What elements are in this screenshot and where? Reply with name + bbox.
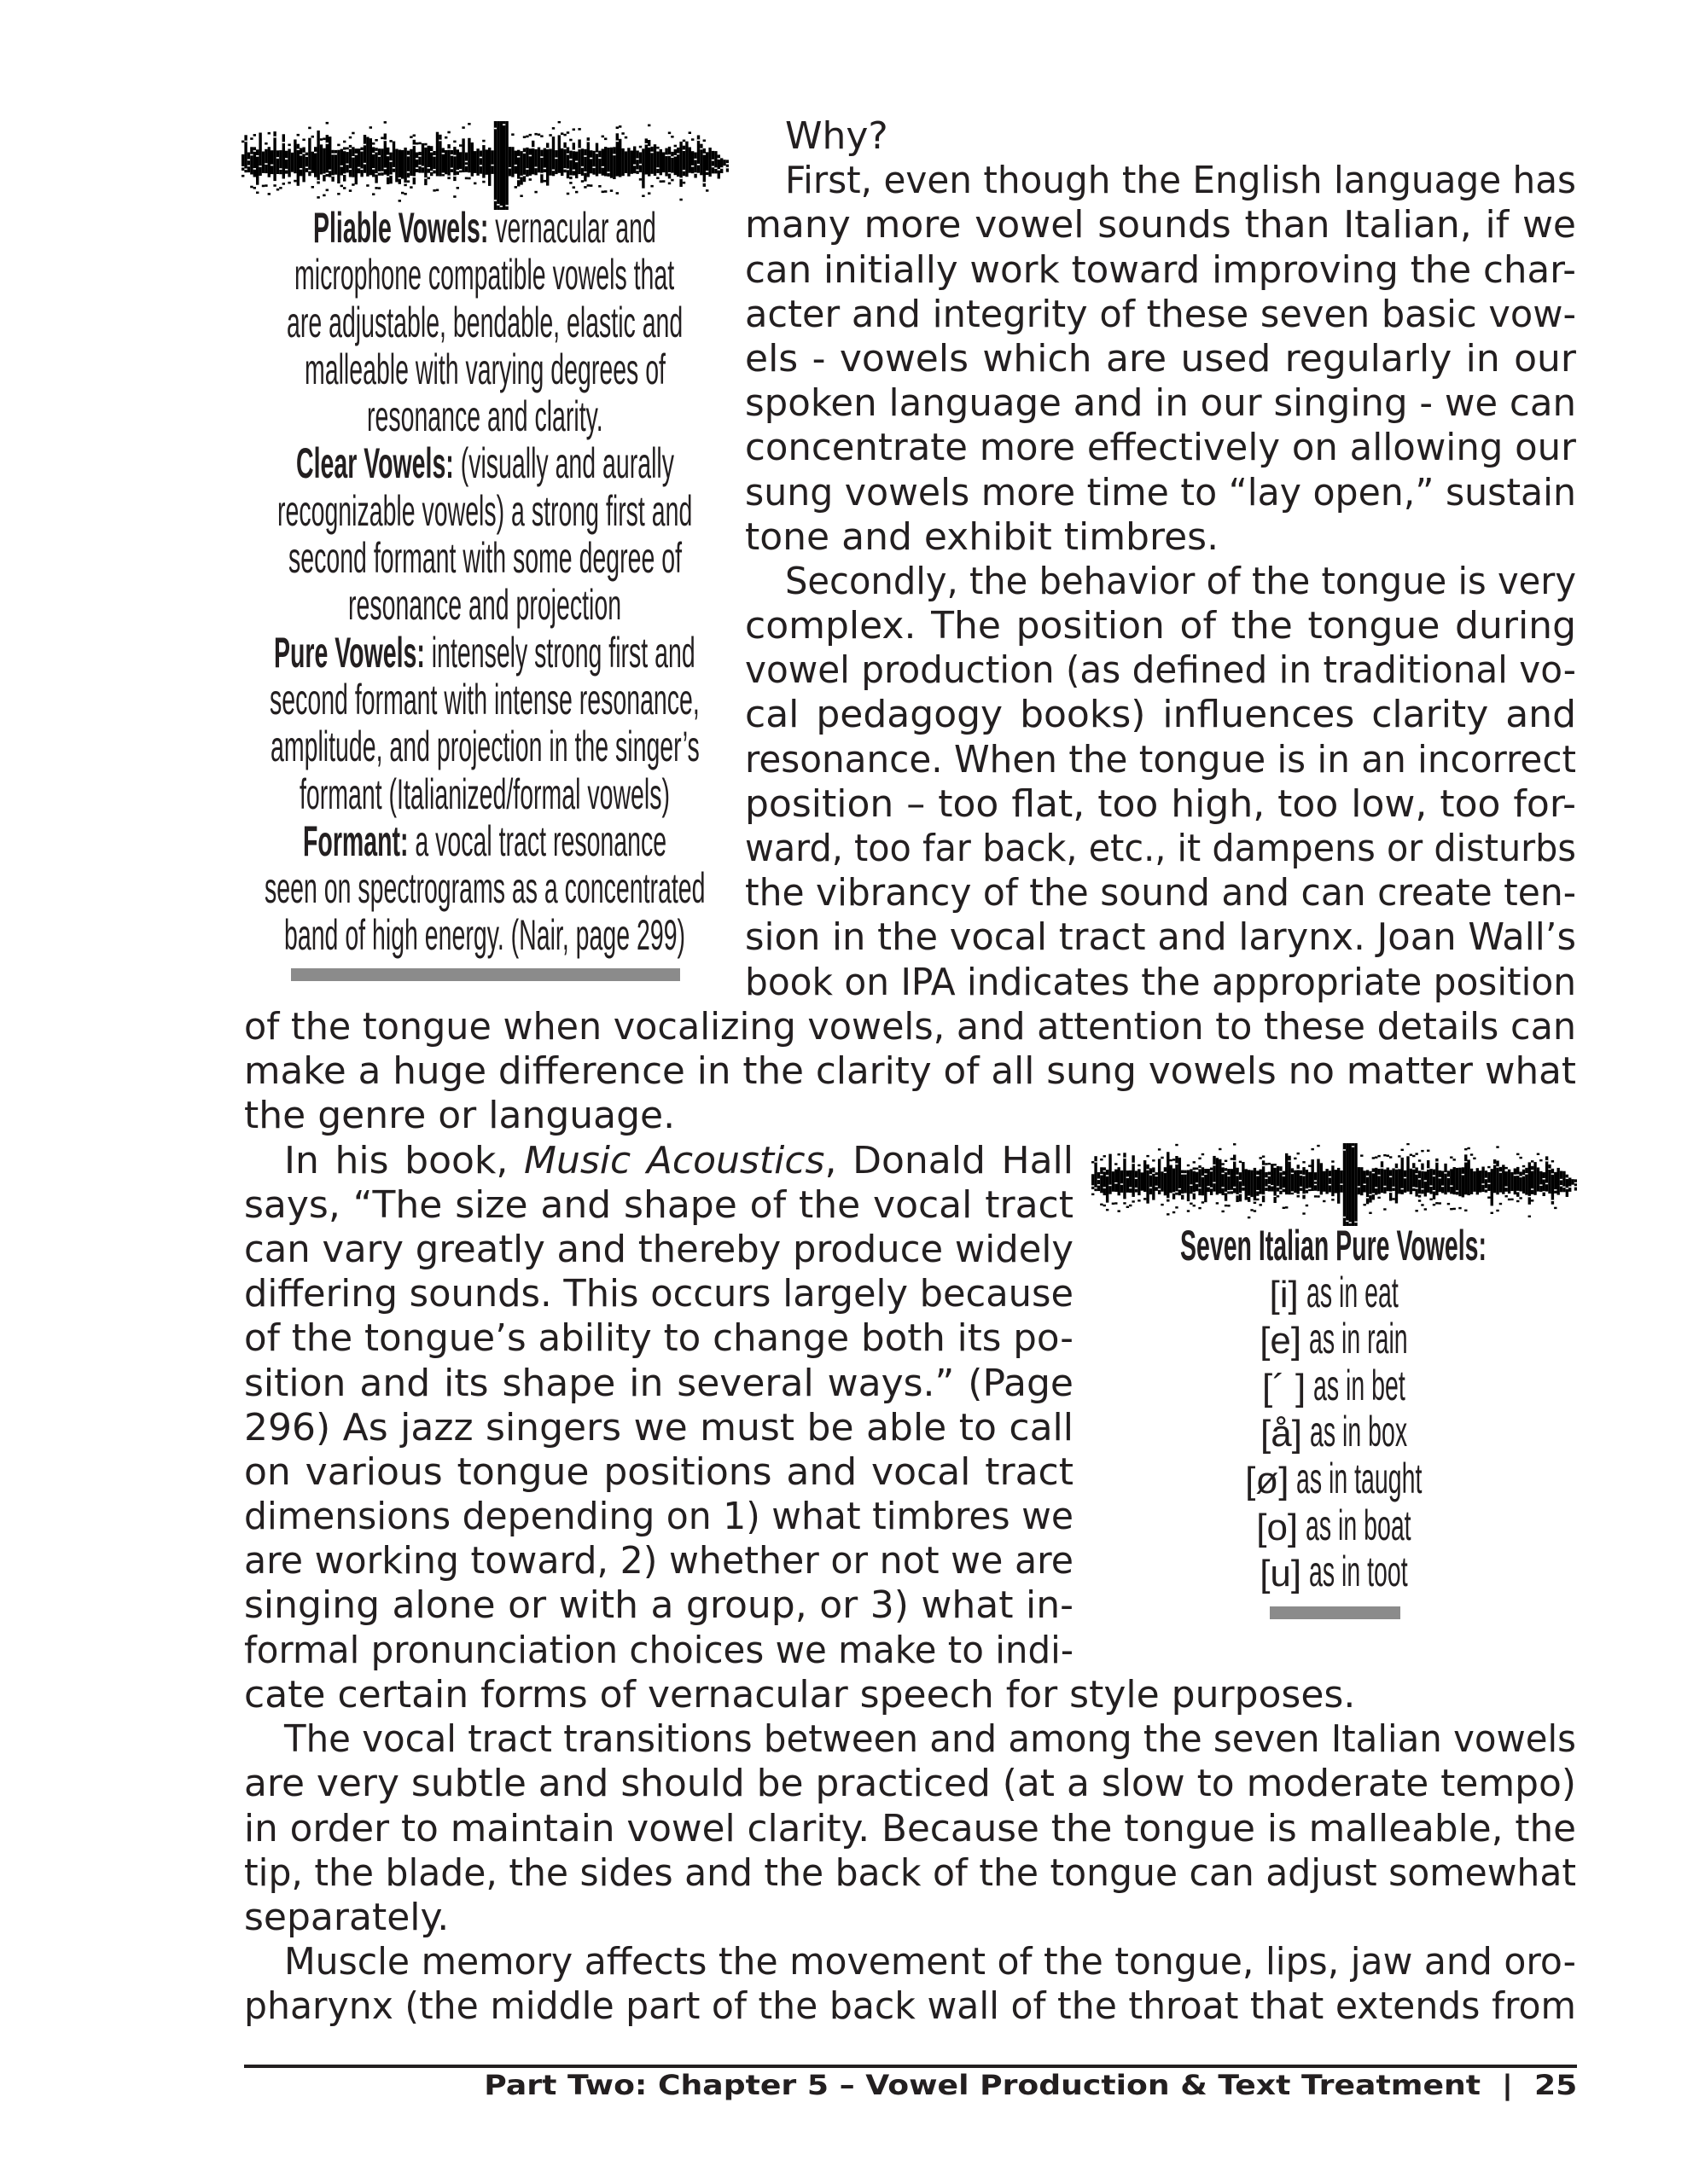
text-line-content: singing alone or with a group, or 3) what in- [244,1583,1074,1628]
text-line-content: sition and its shape in several ways.” (Page [244,1361,1074,1405]
waveform-graphic [1091,1143,1577,1226]
text-line [745,114,1576,159]
glossary-line-content [271,723,700,770]
text-line-content: tone and exhibit timbres. [745,514,1219,559]
text-line-content: Muscle memory affects the movement of the tongue, lips, jaw and oro- [284,1940,1576,1984]
footer-rule [244,2065,1577,2068]
body-text-full-width-b [244,1673,1576,2030]
text-line-content: formal pronunciation choices we make to indi- [244,1628,1074,1672]
text-line-content: of the tongue when vocalizing vowels, and attention to these details can [244,1005,1576,1048]
vowels-sidebar-title [1101,1223,1567,1269]
glossary-line [256,865,713,912]
vowel-list-item [1101,1502,1567,1549]
glossary-line [256,677,713,723]
text-line [244,1851,1576,1896]
vowel-list-item [1101,1455,1567,1502]
sidebar-divider-bar [1270,1606,1400,1619]
text-line-content: concentrate more effectively on allowing our [745,426,1576,470]
page-footer [478,2069,1577,2101]
text-line [244,1495,1074,1539]
text-line [244,1583,1074,1628]
glossary-term: Clear Vowels: [295,439,454,488]
glossary-line-content [300,771,670,818]
text-line-content: on various tongue positions and vocal tract [244,1449,1074,1494]
text-line [745,871,1576,915]
glossary-line-content [287,299,683,346]
glossary-line-content [367,393,603,440]
glossary-line-content [265,865,705,912]
vowel-example: as in boat [1306,1501,1411,1549]
text-line-content: book on IPA indicates the appropriate position [745,960,1576,1004]
vowel-list-item [1101,1269,1567,1316]
text-line-content: pharynx (the middle part of the back wall of the throat that extends from [244,1984,1576,2029]
glossary-line [256,252,713,299]
running-title: Part Two: Chapter 5 – Vowel Production & Text Treatment [484,2069,1481,2101]
glossary-line-content [303,818,666,865]
glossary-entry-start [256,205,713,252]
text-line-content: vowel production (as defined in traditional vo- [745,648,1576,693]
text-line-content: dimensions depending on 1) what timbres we [244,1495,1074,1539]
glossary-definition: band of high energy. (Nair, page 299) [283,911,686,960]
glossary-line [256,299,713,346]
glossary-definition: second formant with intense resonance, [270,675,700,723]
glossary-definition: are adjustable, bendable, elastic and [286,298,684,346]
text-line-content: of the tongue’s ability to change both its po- [244,1316,1074,1361]
text-line [244,1539,1074,1583]
vowel-list-item [1101,1316,1567,1362]
text-line [745,515,1576,560]
glossary-entry-start [256,440,713,487]
text-line [244,1450,1074,1495]
text-line [244,1629,1074,1673]
footer-separator: | [1501,2069,1513,2101]
text-line-content: ward, too far back, etc., it dampens or disturbs [745,827,1576,870]
text-line-content: position – too flat, too high, too low, too for- [745,781,1576,826]
body-text-right-column [745,114,1576,1005]
text-line [745,915,1576,960]
ipa-symbol: [´ ] [1261,1366,1306,1409]
text-line [244,1316,1074,1361]
text-line-content: many more vowel sounds than Italian, if we [745,203,1576,247]
glossary-line [256,346,713,393]
text-line-content: can vary greatly and thereby produce widely [244,1227,1074,1271]
text-line [244,1139,1074,1183]
vowel-example: as in rain [1309,1315,1408,1363]
glossary-line-content [313,205,656,252]
text-line-content: the genre or language. [244,1094,676,1138]
glossary-definition: amplitude, and projection in the singer’s [270,723,700,771]
sidebar-title-text: Seven Italian Pure Vowels: [1180,1222,1487,1269]
text-line-content: sung vowels more time to “lay open,” sustain [745,470,1576,514]
text-line [244,1228,1074,1272]
glossary-line-content [305,346,666,393]
text-line [745,248,1576,293]
text-line [244,1094,1576,1138]
glossary-line [256,488,713,535]
glossary-line [256,393,713,440]
glossary-line [256,582,713,629]
text-line [244,1807,1576,1851]
text-line [244,1984,1576,2029]
glossary-line [256,912,713,959]
text-line [244,1940,1576,1984]
text-line [745,426,1576,470]
glossary-line-content [294,252,674,299]
text-line [745,782,1576,827]
glossary-definition: seen on spectrograms as a concentrated [264,864,706,913]
vowel-list-item [1101,1548,1567,1595]
glossary-definition: formant (Italianized/formal vowels) [300,770,670,818]
text-line [244,1362,1074,1406]
glossary-line [256,535,713,582]
glossary-term: Pure Vowels: [274,628,426,677]
vowel-example: as in taught [1296,1454,1423,1502]
glossary-line [256,771,713,818]
text-line-content: differing sounds. This occurs largely because [244,1272,1074,1316]
text-line-content: els - vowels which are used regularly in our [745,336,1576,380]
text-line-content: make a huge difference in the clarity of all sung vowels no matter what [244,1049,1576,1094]
glossary-definition: recognizable vowels) a strong first and [276,486,693,535]
ipa-symbol: [å] [1260,1413,1302,1455]
text-line-content: in order to maintain vowel clarity. Because the tongue is malleable, the [244,1806,1576,1850]
text-line [745,604,1576,648]
ipa-symbol: [o] [1256,1506,1299,1548]
text-line-content: spoken language and in our singing - we can [745,381,1576,426]
glossary-definition: resonance and projection [347,581,622,630]
text-line [745,560,1576,604]
glossary-line-content [296,440,674,487]
text-line [244,1272,1074,1316]
text-line [244,1005,1576,1049]
glossary-line-content [348,582,621,629]
text-line [745,693,1576,737]
sidebar-divider-bar [291,968,680,981]
text-line [244,1183,1074,1228]
glossary-definition: malleable with varying degrees of [304,345,666,393]
body-text-full-width-a [244,1005,1576,1139]
text-line [244,1896,1576,1940]
text-line-content: says, “The size and shape of the vocal tract [244,1182,1074,1227]
vowel-list-item [1101,1362,1567,1409]
vowel-list [1101,1269,1567,1595]
text-line [745,159,1576,203]
text-line [745,827,1576,871]
text-line-content: tip, the blade, the sides and the back of the tongue can adjust somewhat [244,1850,1576,1895]
glossary-line [256,723,713,770]
text-run: , Donald Hall [824,1138,1074,1182]
glossary-line-content [288,535,682,582]
ipa-symbol: [u] [1260,1553,1302,1595]
vowel-example: as in box [1309,1408,1407,1456]
text-line-content: are working toward, 2) whether or not we are [244,1539,1074,1583]
text-line [745,337,1576,381]
ipa-symbol: [i] [1269,1273,1299,1316]
text-line-content: acter and integrity of these seven basic vow- [745,292,1576,336]
ipa-symbol: [ø] [1245,1459,1289,1502]
text-line [745,471,1576,515]
italic-book-title: Music Acoustics [524,1138,825,1182]
glossary-entry-start [256,818,713,865]
text-line-content: separately. [244,1895,450,1939]
glossary-line-content [277,488,692,535]
text-line-content: Why? [785,114,888,158]
text-run: In his book, [284,1138,525,1182]
vowel-example: as in eat [1306,1268,1399,1316]
ipa-symbol: [e] [1260,1320,1302,1362]
text-line [745,293,1576,337]
vowels-sidebar [1101,1223,1567,1595]
text-line [244,1049,1576,1094]
text-line [244,1762,1576,1806]
glossary-definition: second formant with some degree of [288,534,682,583]
vowel-example: as in bet [1313,1361,1406,1409]
glossary-definition: (visually and aurally [453,439,674,488]
glossary-definition: a vocal tract resonance [408,816,667,865]
text-line-content: the vibrancy of the sound and can create ten- [745,871,1576,915]
glossary-definition: intensely strong first and [425,628,695,677]
text-line-content: The vocal tract transitions between and among the seven Italian vowels [284,1717,1576,1762]
glossary-entry-start [256,630,713,677]
glossary-line-content [284,912,685,959]
text-line-content: complex. The position of the tongue during [745,604,1576,648]
text-line-content: cal pedagogy books) influences clarity and [745,693,1576,737]
glossary-term: Pliable Vowels: [313,204,489,252]
text-line-content: are very subtle and should be practiced (at a slow to moderate tempo) [244,1762,1576,1806]
glossary-definition: resonance and clarity. [366,392,603,441]
text-line-content: can initially work toward improving the char- [745,247,1576,292]
glossary-definition: microphone compatible vowels that [294,251,675,299]
text-line [745,203,1576,247]
text-line [745,648,1576,693]
audio-waveform-icon [241,121,729,210]
glossary-term: Formant: [302,816,409,865]
text-line [745,738,1576,782]
glossary-sidebar [256,205,713,960]
text-line-content [284,1139,1074,1183]
glossary-line-content [270,677,700,723]
text-line-content: Secondly, the behavior of the tongue is very [785,559,1576,603]
text-line-content: First, even though the English language has [785,159,1576,203]
page-number: 25 [1533,2069,1577,2101]
text-line [244,1406,1074,1450]
text-line-content: sion in the vocal tract and larynx. Joan Wall’s [745,915,1576,960]
vowel-example: as in toot [1309,1548,1408,1596]
glossary-definition: vernacular and [488,204,656,252]
text-line [244,1717,1576,1762]
audio-waveform-icon [1091,1143,1577,1226]
text-line [745,381,1576,426]
waveform-graphic [241,121,729,210]
body-text-left-column [244,1139,1074,1673]
glossary-line-content [274,630,695,677]
vowel-list-item [1101,1409,1567,1455]
footer-text [484,2069,1577,2101]
text-line-content: cate certain forms of vernacular speech for style purposes. [244,1673,1356,1716]
text-line-content: resonance. When the tongue is in an incorrect [745,737,1576,781]
text-line [244,1673,1576,1717]
text-line [745,961,1576,1005]
text-line-content: 296) As jazz singers we must be able to call [244,1405,1074,1449]
